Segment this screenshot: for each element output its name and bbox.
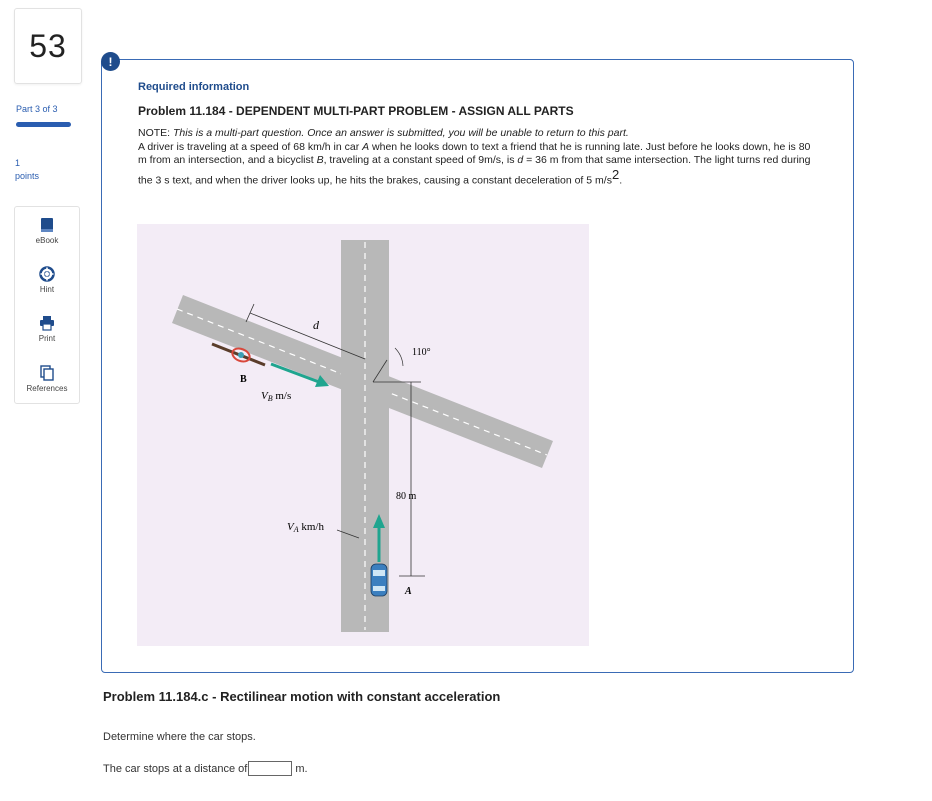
references-label: References bbox=[26, 384, 68, 393]
car-A bbox=[371, 564, 387, 596]
question-number: 53 bbox=[29, 27, 67, 64]
intersection-diagram bbox=[137, 224, 589, 646]
answer-prefix: The car stops at a distance of bbox=[103, 762, 248, 775]
problem-statement bbox=[138, 127, 818, 188]
angle-arc bbox=[395, 348, 403, 366]
question-number-box bbox=[14, 8, 82, 84]
points-label: points bbox=[15, 171, 40, 181]
required-info-alert-icon: ! bbox=[101, 52, 120, 71]
points-value: 1 bbox=[15, 158, 21, 168]
required-information-panel bbox=[101, 59, 854, 673]
note-line: NOTE: This is a multi-part question. Once an answer is submitted, you will be unable to return to this part. bbox=[138, 127, 629, 139]
part-progress-bar bbox=[16, 122, 71, 127]
lifebuoy-icon bbox=[39, 266, 55, 282]
label-A: A bbox=[405, 586, 412, 597]
problem-body: A driver is traveling at a speed of 68 km/h in car A when he looks down to text a friend that he is running late. Just before he looks down, he is 80 m from an intersection, and a bicyclist B, traveling at a constant speed of 9m/s, is d = 36 m from that same intersection. The light turns red during the 3 s text, and when the driver looks up, he hits the brakes, causing a constant deceleration of 5 $m/s^2$. bbox=[138, 140, 811, 186]
label-d: d bbox=[313, 318, 319, 332]
ebook-label: eBook bbox=[35, 236, 59, 245]
required-information-heading: Required information bbox=[138, 81, 250, 93]
answer-unit: m. bbox=[295, 762, 308, 775]
print-label: Print bbox=[38, 334, 56, 343]
intersection-figure bbox=[137, 224, 589, 646]
print-button[interactable] bbox=[15, 315, 79, 343]
d-tick-left bbox=[246, 304, 254, 322]
label-80m: 80 m bbox=[396, 491, 417, 502]
printer-icon bbox=[39, 315, 55, 331]
label-B: B bbox=[240, 374, 247, 385]
references-button[interactable] bbox=[15, 365, 79, 393]
hint-button[interactable] bbox=[15, 266, 79, 294]
ebook-button[interactable] bbox=[15, 217, 79, 245]
label-angle: 110° bbox=[412, 347, 431, 358]
copy-icon bbox=[39, 365, 55, 381]
label-va: VA km/h bbox=[287, 521, 324, 534]
tools-panel bbox=[14, 206, 80, 404]
book-icon bbox=[39, 217, 55, 233]
part-indicator: Part 3 of 3 bbox=[16, 104, 58, 114]
part-c-prompt: Determine where the car stops. bbox=[103, 731, 256, 743]
problem-title: Problem 11.184 - DEPENDENT MULTI-PART PROBLEM - ASSIGN ALL PARTS bbox=[138, 104, 574, 118]
stop-distance-input[interactable] bbox=[248, 761, 292, 776]
answer-row bbox=[103, 761, 308, 776]
label-vb: VB m/s bbox=[261, 390, 292, 403]
part-c-title: Problem 11.184.c - Rectilinear motion with constant acceleration bbox=[103, 689, 501, 704]
hint-label: Hint bbox=[39, 285, 55, 294]
